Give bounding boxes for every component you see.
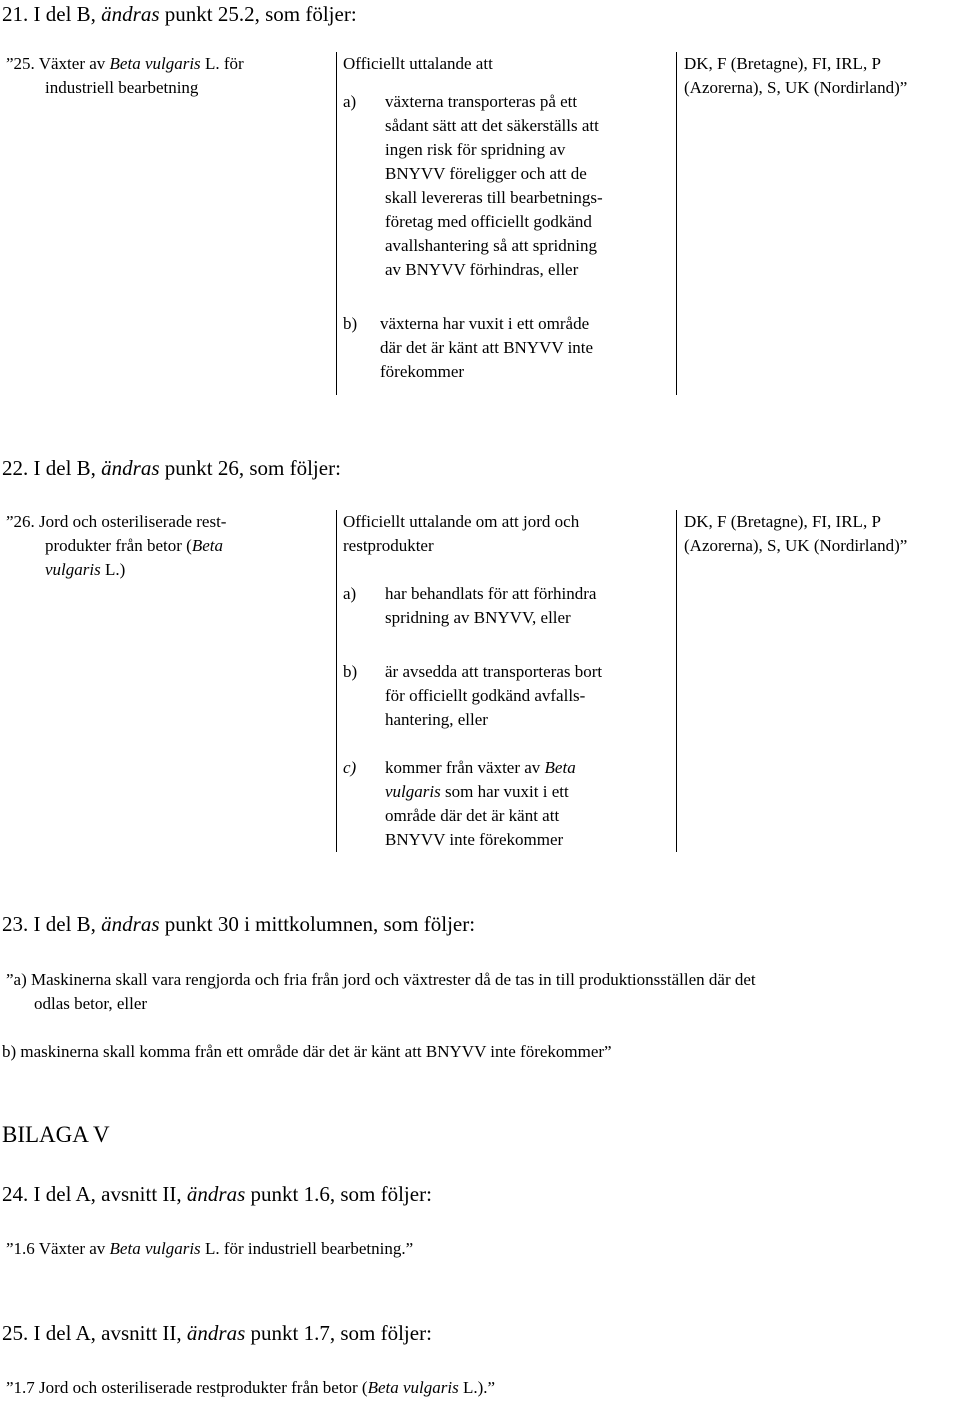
item-26-zones: DK, F (Bretagne), FI, IRL, P (Azorerna), S, UK (Nordirland)” [684, 512, 908, 555]
item-25-conditions: Officiellt uttalande att a) växterna transporteras på ett sådant sätt att det säkerställs att ingen risk för spridning av BNYVV föreligger och att de skall levereras till bearbetnings- företag med officiellt godkänd avallshantering så att spridning av BNYVV förhindras, eller b) växterna har vuxit i ett område där det är känt att BNYVV inte förekommer [343, 52, 493, 384]
column-divider-right [676, 52, 677, 395]
heading-22: 22. I del B, ändras punkt 26, som följer: [2, 456, 341, 480]
heading-25: 25. I del A, avsnitt II, ändras punkt 1.7, som följer: [2, 1321, 432, 1345]
item-1-7-text: ”1.7 Jord och osteriliserade restprodukter från betor (Beta vulgaris L.).” [6, 1378, 496, 1397]
annex-title: BILAGA V [2, 1122, 110, 1147]
item-25-zones: DK, F (Bretagne), FI, IRL, P (Azorerna), S, UK (Nordirland)” [684, 54, 908, 97]
item-30-option-b: b) maskinerna skall komma från ett område där det är känt att BNYVV inte förekommer” [2, 1042, 612, 1061]
item-25-description: ”25. Växter av Beta vulgaris L. för industriell bearbetning [6, 54, 244, 97]
condition-a-2: a) har behandlats för att förhindra spridning av BNYVV, eller [343, 584, 597, 627]
item-1-6-text: ”1.6 Växter av Beta vulgaris L. för industriell bearbetning.” [6, 1239, 414, 1258]
item-26-conditions: Officiellt uttalande om att jord och restprodukter a) har behandlats för att förhindra spridning av BNYVV, eller b) är avsedda att transporteras bort för officiellt godkänd avfalls- hantering, eller c) kommer från växter av Beta vulgaris som har vuxit i ett område där det är känt att BNYVV inte förekommer [343, 510, 579, 852]
column-divider-left [336, 52, 337, 395]
condition-b: b) växterna har vuxit i ett område där det är känt att BNYVV inte förekommer [343, 314, 594, 381]
column-divider-right-2 [676, 510, 677, 852]
condition-c-2: c) kommer från växter av Beta vulgaris som har vuxit i ett område där det är känt att BNYVV inte förekommer [343, 758, 576, 849]
condition-b-2: b) är avsedda att transporteras bort för officiellt godkänd avfalls- hantering, eller [343, 662, 603, 729]
condition-a: a) växterna transporteras på ett sådant sätt att det säkerställs att ingen risk för spridning av BNYVV föreligger och att de skall levereras till bearbetnings- företag med officiellt godkänd avallshantering så att spridning av BNYVV förhindras, eller [343, 92, 603, 279]
item-30-option-a: ”a) Maskinerna skall vara rengjorda och fria från jord och växtrester då de tas in till produktionsställen där det odlas betor, eller [6, 970, 756, 1013]
item-26-description: ”26. Jord och osteriliserade rest- produkter från betor (Beta vulgaris L.) [6, 512, 227, 579]
heading-24: 24. I del A, avsnitt II, ändras punkt 1.6, som följer: [2, 1182, 432, 1206]
heading-21: 21. I del B, ändras punkt 25.2, som följer: [2, 2, 357, 26]
column-divider-left-2 [336, 510, 337, 852]
heading-23: 23. I del B, ändras punkt 30 i mittkolumnen, som följer: [2, 912, 476, 936]
